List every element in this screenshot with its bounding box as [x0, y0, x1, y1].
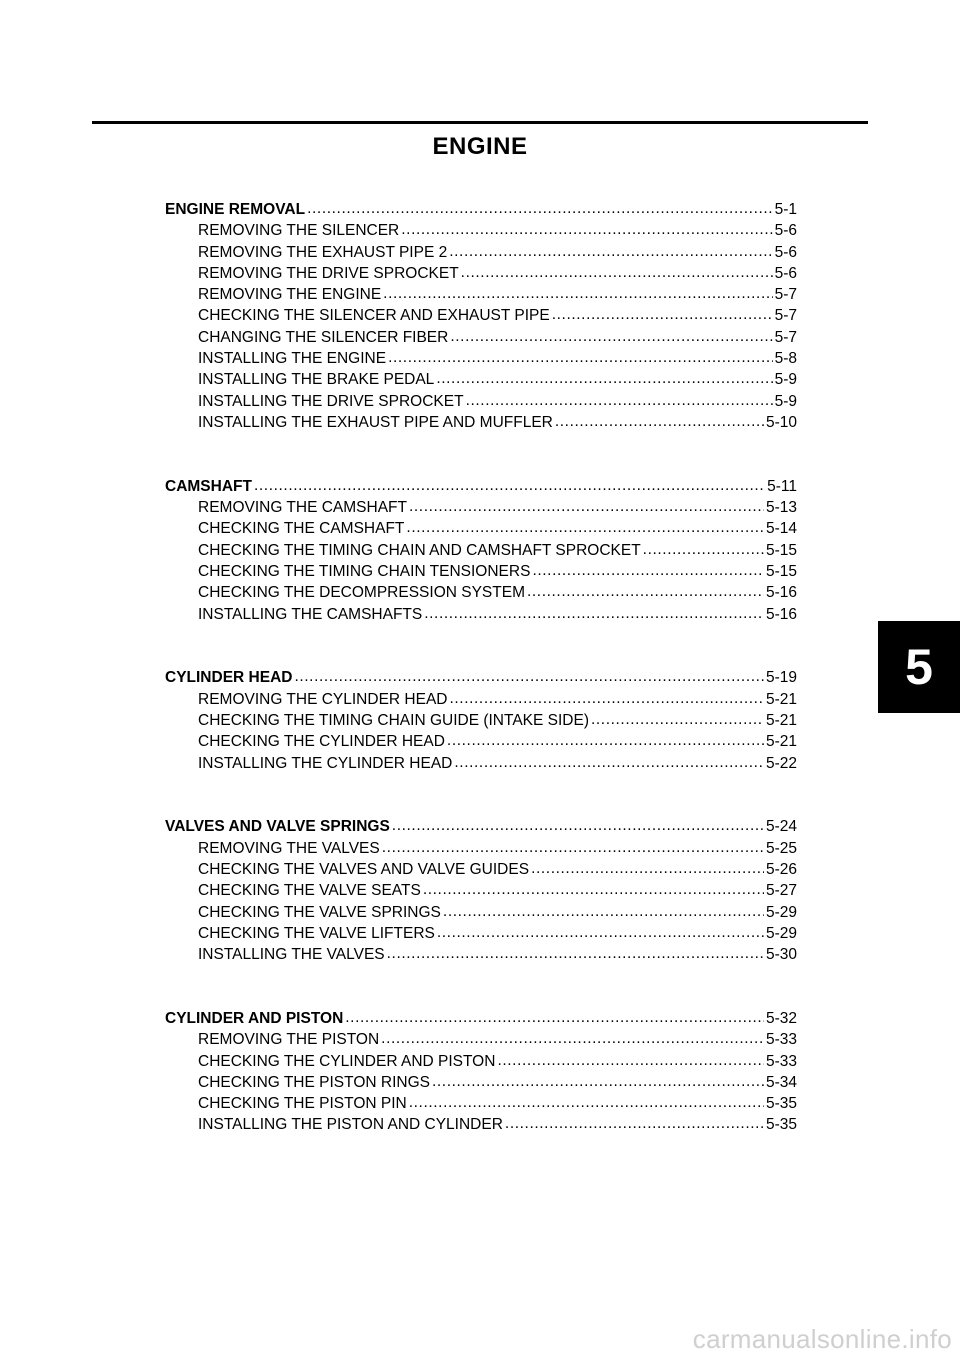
dot-leader	[447, 730, 764, 751]
toc-entry-label: REMOVING THE CAMSHAFT	[198, 499, 407, 517]
dot-leader	[388, 347, 773, 368]
toc-page-number: 5-26	[765, 860, 797, 878]
page-title: ENGINE	[432, 133, 528, 160]
toc-entry[interactable]	[165, 859, 797, 880]
toc-page-number: 5-32	[765, 1009, 797, 1027]
toc-entry[interactable]	[165, 582, 797, 603]
dot-leader	[424, 603, 764, 624]
toc-entry-label: CHECKING THE CYLINDER HEAD	[198, 733, 445, 751]
toc-page-number: 5-33	[765, 1052, 797, 1070]
toc-entry[interactable]	[165, 753, 797, 774]
dot-leader	[383, 283, 772, 304]
table-of-contents	[165, 199, 797, 1136]
toc-section-title: CAMSHAFT	[165, 477, 252, 495]
dot-leader	[531, 858, 764, 879]
toc-page-number: 5-14	[765, 520, 797, 538]
toc-section	[165, 816, 797, 965]
dot-leader	[555, 411, 764, 432]
toc-entry[interactable]	[165, 391, 797, 412]
toc-entry[interactable]	[165, 348, 797, 369]
toc-entry-label: CHECKING THE TIMING CHAIN TENSIONERS	[198, 562, 531, 580]
toc-entry[interactable]	[165, 902, 797, 923]
toc-section-heading[interactable]	[165, 1008, 797, 1029]
toc-entry[interactable]	[165, 944, 797, 965]
toc-page-number: 5-7	[774, 307, 797, 325]
toc-entry-label: INSTALLING THE CAMSHAFTS	[198, 605, 423, 623]
dot-leader	[436, 368, 772, 389]
dot-leader	[591, 709, 764, 730]
dot-leader	[387, 943, 764, 964]
toc-entry[interactable]	[165, 604, 797, 625]
toc-section	[165, 199, 797, 433]
toc-entry-label: REMOVING THE ENGINE	[198, 286, 382, 304]
toc-entry[interactable]	[165, 689, 797, 710]
toc-page-number: 5-15	[765, 541, 797, 559]
dot-leader	[461, 262, 773, 283]
toc-page-number: 5-21	[765, 733, 797, 751]
dot-leader	[454, 752, 764, 773]
toc-entry[interactable]	[165, 242, 797, 263]
dot-leader	[527, 581, 764, 602]
toc-entry[interactable]	[165, 518, 797, 539]
toc-entry-label: INSTALLING THE PISTON AND CYLINDER	[198, 1116, 503, 1134]
toc-page-number: 5-6	[774, 243, 797, 261]
dot-leader	[449, 688, 763, 709]
toc-entry-label: CHECKING THE DECOMPRESSION SYSTEM	[198, 584, 525, 602]
dot-leader	[401, 219, 772, 240]
dot-leader	[392, 815, 764, 836]
toc-entry[interactable]	[165, 284, 797, 305]
dot-leader	[381, 1028, 764, 1049]
toc-page-number: 5-24	[765, 818, 797, 836]
dot-leader	[409, 496, 764, 517]
toc-section	[165, 667, 797, 773]
toc-entry[interactable]	[165, 561, 797, 582]
toc-page-number: 5-21	[765, 690, 797, 708]
toc-entry-label: CHANGING THE SILENCER FIBER	[198, 328, 449, 346]
toc-entry[interactable]	[165, 540, 797, 561]
toc-page-number: 5-25	[765, 839, 797, 857]
toc-page-number: 5-9	[774, 392, 797, 410]
dot-leader	[254, 475, 765, 496]
toc-page-number: 5-19	[765, 669, 797, 687]
toc-page-number: 5-16	[765, 605, 797, 623]
toc-entry-label: REMOVING THE CYLINDER HEAD	[198, 690, 448, 708]
toc-entry[interactable]	[165, 731, 797, 752]
toc-page-number: 5-11	[767, 477, 797, 495]
toc-entry-label: CHECKING THE VALVE SPRINGS	[198, 903, 441, 921]
dot-leader	[437, 922, 764, 943]
toc-page-number: 5-6	[774, 222, 797, 240]
toc-entry[interactable]	[165, 220, 797, 241]
toc-section-heading[interactable]	[165, 667, 797, 688]
dot-leader	[532, 560, 764, 581]
toc-entry[interactable]	[165, 923, 797, 944]
toc-entry-label: REMOVING THE VALVES	[198, 839, 380, 857]
dot-leader	[409, 1092, 764, 1113]
toc-entry-label: INSTALLING THE CYLINDER HEAD	[198, 754, 453, 772]
toc-section	[165, 1008, 797, 1136]
dot-leader	[466, 390, 773, 411]
toc-entry[interactable]	[165, 327, 797, 348]
toc-entry[interactable]	[165, 1072, 797, 1093]
toc-page-number: 5-6	[774, 264, 797, 282]
toc-entry-label: CHECKING THE TIMING CHAIN GUIDE (INTAKE SIDE)	[198, 711, 589, 729]
toc-section-title: ENGINE REMOVAL	[165, 201, 306, 218]
toc-entry-label: REMOVING THE PISTON	[198, 1031, 380, 1049]
toc-entry-label: REMOVING THE SILENCER	[198, 222, 400, 240]
toc-entry-label: CHECKING THE VALVE LIFTERS	[198, 924, 435, 942]
toc-page-number: 5-27	[765, 882, 797, 900]
toc-entry[interactable]	[165, 838, 797, 859]
dot-leader	[505, 1113, 764, 1134]
toc-entry-label: INSTALLING THE DRIVE SPROCKET	[198, 392, 464, 410]
dot-leader	[450, 326, 772, 347]
dot-leader	[497, 1050, 764, 1071]
toc-entry[interactable]	[165, 497, 797, 518]
toc-section-title: VALVES AND VALVE SPRINGS	[165, 818, 390, 836]
toc-entry-label: CHECKING THE SILENCER AND EXHAUST PIPE	[198, 307, 550, 325]
toc-section	[165, 476, 797, 625]
dot-leader	[382, 837, 764, 858]
toc-page-number: 5-15	[765, 562, 797, 580]
toc-page-number: 5-1	[774, 201, 797, 218]
toc-entry[interactable]	[165, 1114, 797, 1135]
toc-entry[interactable]	[165, 1093, 797, 1114]
dot-leader	[443, 901, 764, 922]
toc-section-heading[interactable]	[165, 199, 797, 220]
toc-entry-label: CHECKING THE TIMING CHAIN AND CAMSHAFT SPROCKET	[198, 541, 641, 559]
watermark: carmanualsonline.info	[692, 1324, 952, 1354]
toc-entry[interactable]	[165, 412, 797, 433]
toc-entry-label: CHECKING THE PISTON PIN	[198, 1095, 407, 1113]
toc-entry[interactable]	[165, 369, 797, 390]
toc-entry-label: CHECKING THE PISTON RINGS	[198, 1073, 430, 1091]
toc-entry-label: INSTALLING THE VALVES	[198, 946, 385, 964]
toc-page-number: 5-21	[765, 711, 797, 729]
toc-entry-label: INSTALLING THE EXHAUST PIPE AND MUFFLER	[198, 413, 553, 431]
toc-entry-label: CHECKING THE VALVES AND VALVE GUIDES	[198, 860, 530, 878]
toc-entry-label: CHECKING THE CYLINDER AND PISTON	[198, 1052, 496, 1070]
header-rule	[92, 121, 868, 124]
toc-page-number: 5-35	[765, 1095, 797, 1113]
toc-page-number: 5-22	[765, 754, 797, 772]
toc-entry[interactable]	[165, 1051, 797, 1072]
toc-page-number: 5-16	[765, 584, 797, 602]
toc-entry-label: CHECKING THE CAMSHAFT	[198, 520, 405, 538]
dot-leader	[423, 879, 764, 900]
toc-entry-label: INSTALLING THE ENGINE	[198, 350, 387, 368]
dot-leader	[345, 1007, 764, 1028]
toc-page-number: 5-13	[765, 499, 797, 517]
toc-page-number: 5-29	[765, 903, 797, 921]
toc-page-number: 5-35	[765, 1116, 797, 1134]
toc-page-number: 5-30	[765, 946, 797, 964]
toc-page-number: 5-9	[774, 371, 797, 389]
toc-section-title: CYLINDER AND PISTON	[165, 1009, 344, 1027]
toc-entry-label: REMOVING THE DRIVE SPROCKET	[198, 264, 459, 282]
toc-entry-label: INSTALLING THE BRAKE PEDAL	[198, 371, 435, 389]
dot-leader	[294, 666, 764, 687]
dot-leader	[643, 539, 764, 560]
toc-entry[interactable]	[165, 880, 797, 901]
toc-page-number: 5-29	[765, 924, 797, 942]
toc-section-title: CYLINDER HEAD	[165, 669, 293, 687]
dot-leader	[552, 304, 773, 325]
toc-entry-label: CHECKING THE VALVE SEATS	[198, 882, 421, 900]
dot-leader	[307, 198, 773, 219]
toc-page-number: 5-10	[765, 413, 797, 431]
toc-entry[interactable]	[165, 1029, 797, 1050]
toc-page-number: 5-7	[774, 286, 797, 304]
toc-entry[interactable]	[165, 305, 797, 326]
toc-section-heading[interactable]	[165, 816, 797, 837]
chapter-tab: 5	[878, 621, 960, 713]
toc-entry-label: REMOVING THE EXHAUST PIPE 2	[198, 243, 448, 261]
toc-entry[interactable]	[165, 263, 797, 284]
toc-page-number: 5-33	[765, 1031, 797, 1049]
dot-leader	[432, 1071, 764, 1092]
toc-entry[interactable]	[165, 710, 797, 731]
dot-leader	[406, 517, 764, 538]
toc-page-number: 5-8	[774, 350, 797, 368]
dot-leader	[449, 241, 772, 262]
toc-page-number: 5-7	[774, 328, 797, 346]
toc-section-heading[interactable]	[165, 476, 797, 497]
toc-page-number: 5-34	[765, 1073, 797, 1091]
